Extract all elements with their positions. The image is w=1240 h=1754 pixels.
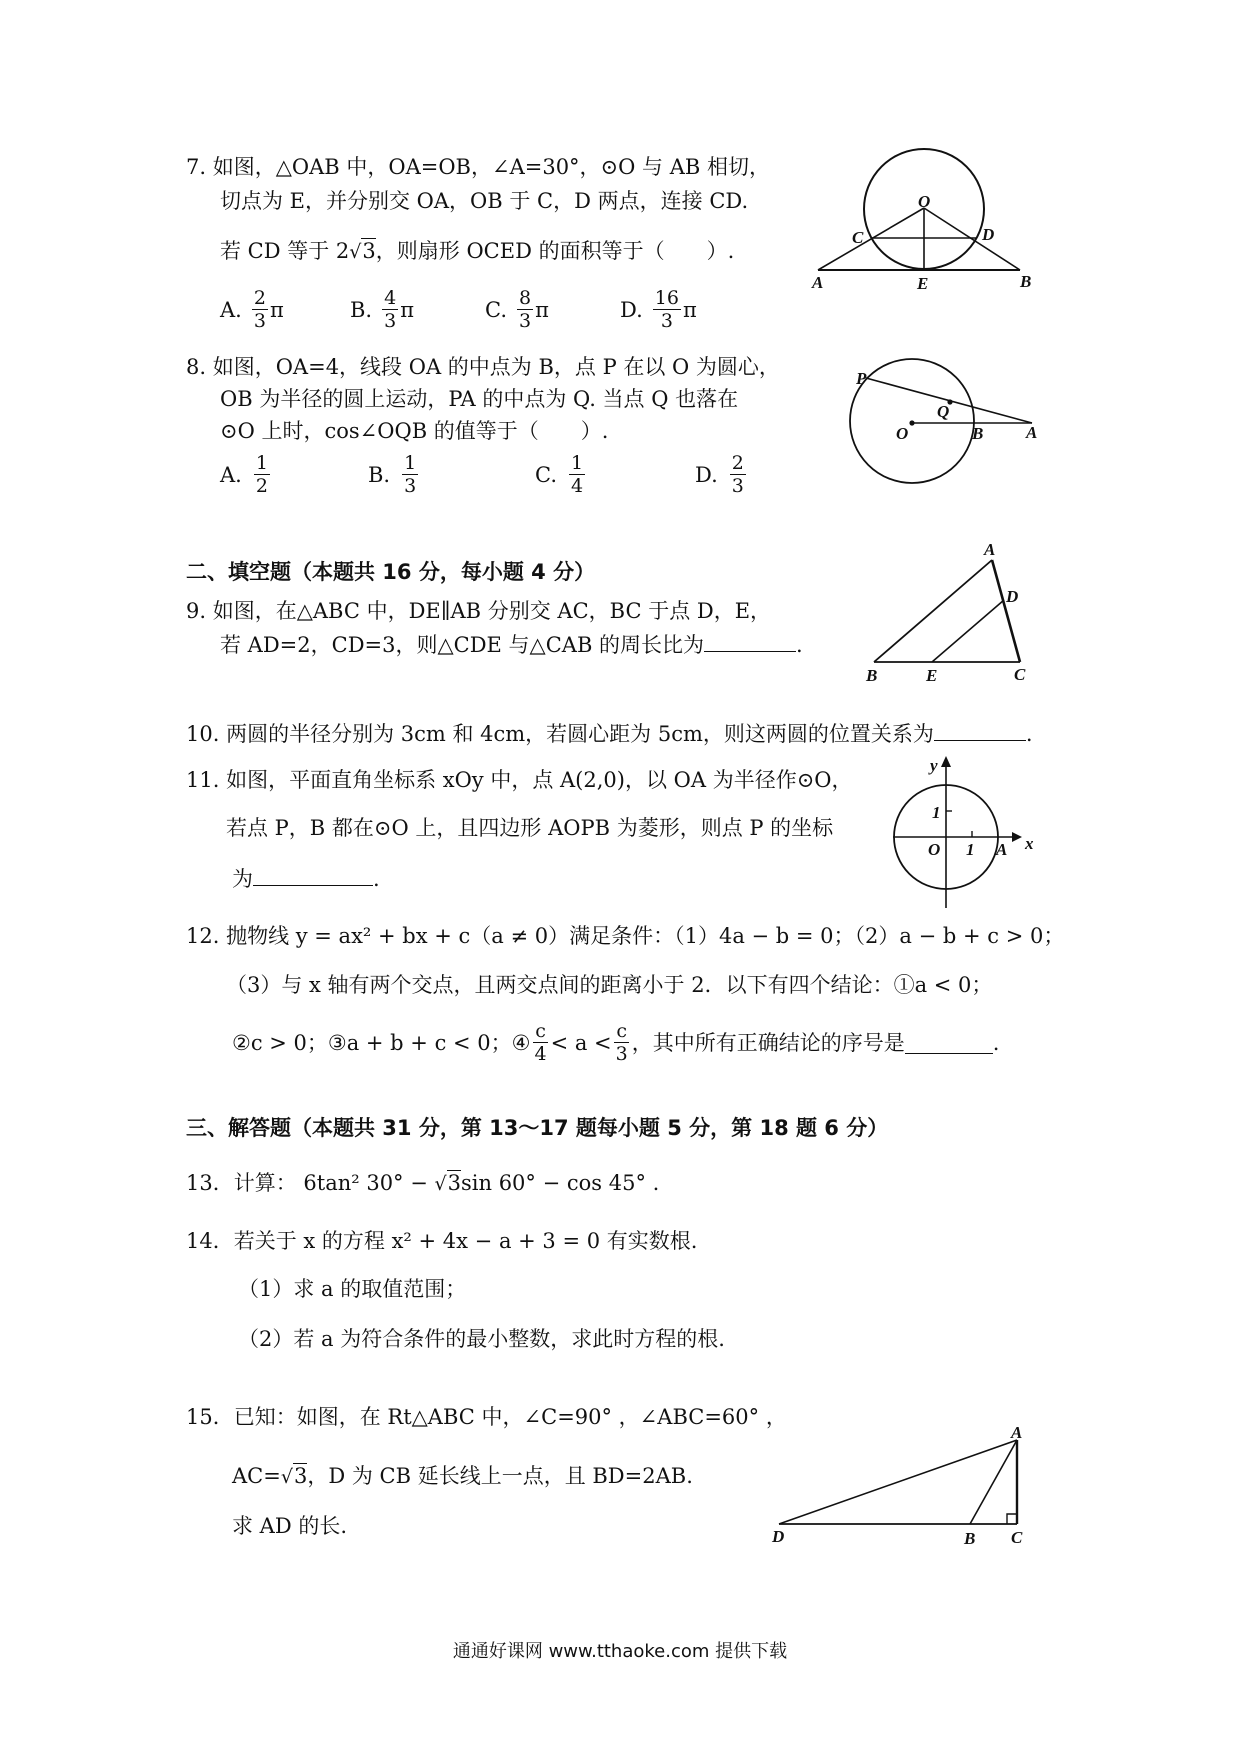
q13-line: 13．计算： 6tan² 30° − √3sin 60° − cos 45° .	[186, 1171, 660, 1195]
q10-line1: 10. 两圆的半径分别为 3cm 和 4cm，若圆心距为 5cm，则这两圆的位置关系为 .	[186, 718, 1033, 748]
q11-label-x: x	[1025, 834, 1034, 853]
q7-line3-a: 若 CD 等于 2	[220, 239, 350, 263]
q15-label-B: B	[964, 1529, 976, 1548]
section-2-heading: 二、填空题（本题共 16 分，每小题 4 分）	[186, 560, 596, 584]
q11-line1: 11. 如图，平面直角坐标系 xOy 中，点 A(2,0)，以 OA 为半径作⊙O，	[186, 768, 853, 792]
q7-option-d: D. $\frac{16}{3}$ π	[620, 287, 697, 332]
q9-line2: 若 AD=2，CD=3，则△CDE 与△CAB 的周长比为 .	[220, 629, 803, 659]
q9-line1: 9. 如图，在△ABC 中，DE∥AB 分别交 AC，BC 于点 D，E，	[186, 599, 772, 623]
q15-label-A: A	[1011, 1423, 1023, 1442]
q15-label-C: C	[1011, 1528, 1023, 1547]
q11-label-one-x: 1	[966, 840, 975, 859]
section-3-heading: 三、解答题（本题共 31 分，第 13～17 题每小题 5 分，第 18 题 6 分）	[186, 1116, 889, 1140]
q7-line3: 若 CD 等于 2√3，则扇形 OCED 的面积等于（ ）.	[220, 239, 735, 263]
footer-credit: 通通好课网 www.tthaoke.com 提供下载	[452, 1641, 788, 1662]
q11-label-O: O	[928, 840, 941, 859]
q8-label-B: B	[972, 424, 984, 443]
q7-sqrt-value: 3	[362, 239, 376, 263]
q8-label-P: P	[856, 369, 867, 388]
q14-line2: （1）求 a 的取值范围；	[238, 1277, 467, 1301]
q9-label-B: B	[866, 666, 878, 685]
q11-label-A: A	[996, 840, 1008, 859]
q11-line2: 若点 P，B 都在⊙O 上，且四边形 AOPB 为菱形，则点 P 的坐标	[226, 816, 834, 840]
q8-label-A: A	[1026, 423, 1038, 442]
q8-line1: 8. 如图，OA=4，线段 OA 的中点为 B，点 P 在以 O 为圆心，	[186, 355, 780, 379]
q15-line3: 求 AD 的长.	[232, 1514, 348, 1538]
q8-option-a: A. $\frac{1}{2}$	[220, 452, 268, 497]
q7-label-O: O	[918, 192, 931, 211]
q9-label-E: E	[926, 666, 938, 685]
q14-line3: （2）若 a 为符合条件的最小整数，求此时方程的根.	[238, 1327, 725, 1351]
q12-line2: （3）与 x 轴有两个交点，且两交点间的距离小于 2．以下有四个结论：①a < 0；	[226, 973, 993, 997]
q8-option-d: D. $\frac{2}{3}$	[695, 452, 744, 497]
q7-line1: 7. 如图，△OAB 中，OA=OB，∠A=30°，⊙O 与 AB 相切，	[186, 155, 770, 179]
q7-label-E: E	[917, 274, 929, 293]
q11-line3: 为 .	[232, 863, 380, 893]
q7-label-A: A	[812, 273, 824, 292]
q12-line3: ②c > 0；③a + b + c < 0；④ $\frac{c}{4}$ < a < $\frac{c}{3}$ ，其中所有正确结论的序号是 .	[232, 1020, 1000, 1065]
q7-option-c: C. $\frac{8}{3}$ π	[485, 287, 549, 332]
q8-option-b: B. $\frac{1}{3}$	[368, 452, 417, 497]
q11-label-one-y: 1	[932, 803, 941, 822]
q9-label-C: C	[1014, 665, 1026, 684]
q15-label-D: D	[772, 1527, 785, 1546]
q7-option-a: A. $\frac{2}{3}$ π	[220, 287, 284, 332]
q8-line2: OB 为半径的圆上运动，PA 的中点为 Q. 当点 Q 也落在	[220, 387, 739, 411]
q12-line1: 12. 抛物线 y = ax² + bx + c（a ≠ 0）满足条件：（1）4a − b = 0；（2）a − b + c > 0；	[186, 924, 1065, 948]
q7-label-C: C	[852, 228, 864, 247]
q9-label-D: D	[1006, 587, 1019, 606]
q7-line3-c: ，则扇形 OCED 的面积等于（ ）.	[375, 239, 735, 263]
q14-line1: 14．若关于 x 的方程 x² + 4x − a + 3 = 0 有实数根.	[186, 1229, 698, 1253]
q8-label-Q: Q	[937, 402, 950, 421]
q7-line2: 切点为 E，并分别交 OA，OB 于 C，D 两点，连接 CD.	[220, 189, 749, 213]
q9-label-A: A	[984, 540, 996, 559]
q8-label-O: O	[896, 424, 909, 443]
q7-label-D: D	[982, 225, 995, 244]
q11-label-y: y	[930, 756, 938, 775]
q8-option-c: C. $\frac{1}{4}$	[535, 452, 584, 497]
q7-label-B: B	[1020, 272, 1032, 291]
q15-line2: AC=√3，D 为 CB 延长线上一点，且 BD=2AB.	[232, 1464, 693, 1488]
q8-line3: ⊙O 上时，cos∠OQB 的值等于（ ）.	[220, 419, 609, 443]
q15-line1: 15．已知：如图，在 Rt△ABC 中，∠C=90° ，∠ABC=60° ，	[186, 1405, 787, 1429]
q7-option-b: B. $\frac{4}{3}$ π	[350, 287, 415, 332]
